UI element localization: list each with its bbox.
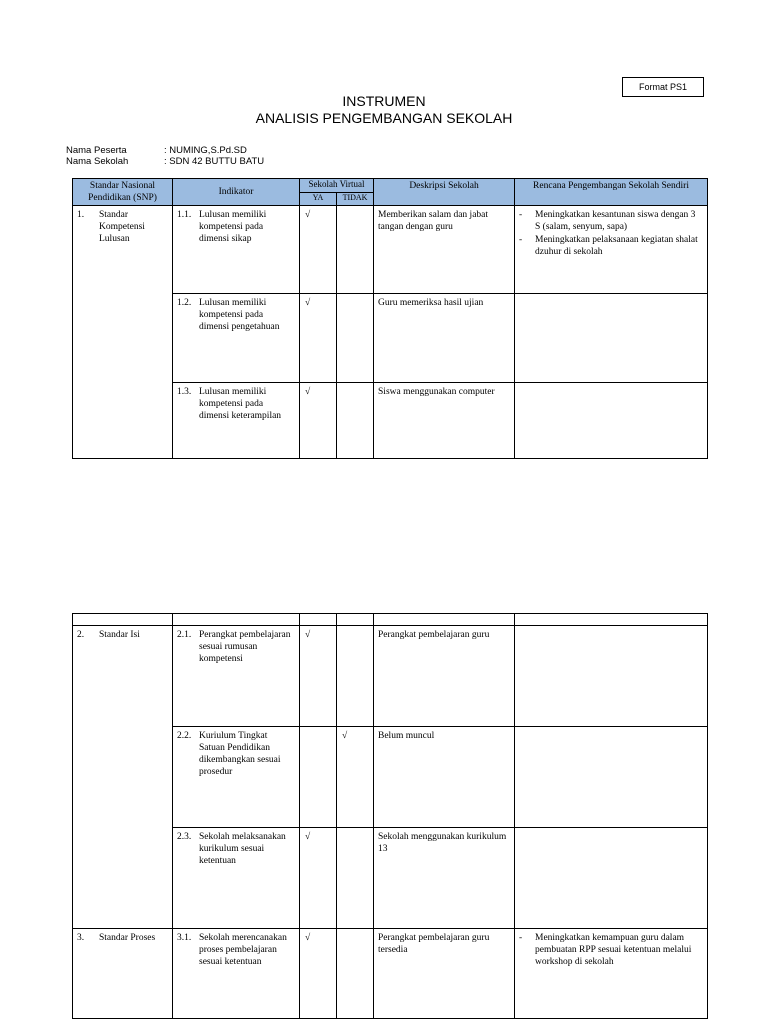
plan-cell [515,294,708,383]
ya-cell: √ [300,294,337,383]
indicator-number: 1.1. [177,210,192,220]
plan-cell [515,626,708,727]
ya-cell: √ [300,929,337,1019]
school-line [66,156,264,167]
standard-number: 1. [77,210,85,220]
ya-cell: √ [300,626,337,727]
plan-item: - Meningkatkan kesantunan siswa dengan 3 S (salam, senyum, sapa) [519,209,703,233]
tidak-cell [337,294,374,383]
standard-number: 2. [77,630,85,640]
description-cell: Siswa menggunakan computer [374,383,515,459]
indicator-cell [173,206,300,294]
table-spacer-row [73,614,708,626]
indicator-text: Kuriulum Tingkat Satuan Pendidikan dikembangkan sesuai prosedur [199,731,281,777]
plan-cell [515,727,708,828]
school-value: : SDN 42 BUTTU BATU [164,156,265,167]
description-cell: Perangkat pembelajaran guru [374,626,515,727]
plan-text: Meningkatkan kesantunan siswa dengan 3 S (salam, senyum, sapa) [535,210,696,232]
indicator-number: 2.1. [177,630,192,640]
standard-cell [73,626,173,929]
indicator-text: Sekolah melaksanakan kurikulum sesuai ketentuan [199,832,286,866]
tidak-cell [337,383,374,459]
header-description: Deskripsi Sekolah [374,179,515,206]
description-cell: Guru memeriksa hasil ujian [374,294,515,383]
plan-text: Meningkatkan kemampuan guru dalam pembuatan RPP sesuai ketentuan melalui workshop di sekolah [535,933,692,967]
standard-number: 3. [77,933,85,943]
standard-cell [73,929,173,1019]
standard-name: Standar Isi [99,630,140,640]
tidak-cell [337,929,374,1019]
document-title: INSTRUMEN [342,93,426,109]
indicator-text: Lulusan memiliki kompetensi pada dimensi pengetahuan [199,298,280,332]
plan-item: - Meningkatkan pelaksanaan kegiatan shalat dzuhur di sekolah [519,234,703,258]
header-indicator: Indikator [173,179,300,206]
standard-name: Standar Proses [99,933,156,943]
indicator-cell [173,727,300,828]
standard-name: Standar Kompetensi Lulusan [99,210,145,244]
indicator-cell [173,828,300,929]
description-cell: Memberikan salam dan jabat tangan dengan guru [374,206,515,294]
ya-cell: √ [300,383,337,459]
plan-cell [515,383,708,459]
header-snp: Standar Nasional Pendidikan (SNP) [73,179,173,206]
plan-item: - Meningkatkan kemampuan guru dalam pembuatan RPP sesuai ketentuan melalui workshop di sekolah [519,932,703,968]
document-subtitle: ANALISIS PENGEMBANGAN SEKOLAH [255,110,513,126]
indicator-cell [173,294,300,383]
tidak-cell [337,828,374,929]
analysis-table-2 [72,613,708,1019]
indicator-cell [173,383,300,459]
header-plan: Rencana Pengembangan Sekolah Sendiri [515,179,708,206]
plan-cell [515,206,708,294]
plan-cell [515,828,708,929]
indicator-number: 2.3. [177,832,192,842]
indicator-number: 3.1. [177,933,192,943]
indicator-cell [173,929,300,1019]
ya-cell [300,727,337,828]
header-ya: YA [300,193,337,206]
indicator-number: 1.3. [177,387,192,397]
participant-value: : NUMING,S.Pd.SD [164,145,247,156]
description-cell: Sekolah menggunakan kurikulum 13 [374,828,515,929]
indicator-text: Perangkat pembelajaran sesuai rumusan kompetensi [199,630,291,664]
indicator-text: Sekolah merencanakan proses pembelajaran sesuai ketentuan [199,933,287,967]
ya-cell: √ [300,206,337,294]
table-row [73,626,708,727]
indicator-number: 1.2. [177,298,192,308]
standard-cell [73,206,173,459]
participant-label: Nama Peserta [66,145,127,156]
ya-cell: √ [300,828,337,929]
indicator-text: Lulusan memiliki kompetensi pada dimensi sikap [199,210,267,244]
tidak-cell [337,206,374,294]
description-cell: Perangkat pembelajaran guru tersedia [374,929,515,1019]
participant-line [66,145,247,156]
table-row [73,929,708,1019]
header-tidak: TIDAK [337,193,374,206]
table-row [73,206,708,294]
indicator-number: 2.2. [177,731,192,741]
indicator-cell [173,626,300,727]
format-label: Format PS1 [622,77,704,97]
plan-text: Meningkatkan pelaksanaan kegiatan shalat dzuhur di sekolah [535,235,698,257]
description-cell: Belum muncul [374,727,515,828]
analysis-table-1 [72,178,708,459]
header-virtual: Sekolah Virtual [300,179,374,193]
tidak-cell [337,626,374,727]
school-label: Nama Sekolah [66,156,129,167]
indicator-text: Lulusan memiliki kompetensi pada dimensi keterampilan [199,387,282,421]
tidak-cell: √ [337,727,374,828]
plan-cell [515,929,708,1019]
